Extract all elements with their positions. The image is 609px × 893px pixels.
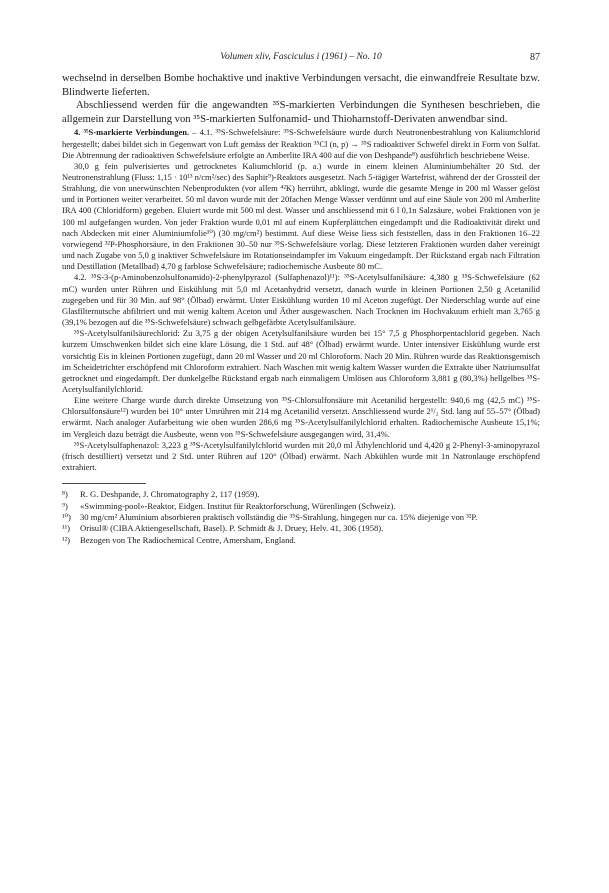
section-4-paragraph-5: Eine weitere Charge wurde durch direkte Umsetzung von ³⁵S-Chlorsulfonsäure mit Acetanilid hergestellt: 940,6 mg (42,5 mC) ³⁵S-Chlorsulfonsäure¹²) wurden bei 10° unter Umrühren mit 214 mg Acetanilid versetzt. Anschliessend wurde 2¹/₂ Std. lang auf 55–57° (Ölbad) erwärmt. Nach analoger Aufarbeitung wie oben wurden 286,6 mg ³⁵S-Acetylsulfanilylchlorid erhalten. Radiochemische Ausbeute 15,1%; im Vergleich dazu beträgt die Ausbeute, wenn von ³⁵S-Schwefelsäure ausgegangen wird, 31,4%. — [62, 395, 540, 439]
running-header — [62, 52, 540, 68]
footnote-number: ⁹) — [62, 500, 68, 511]
section-4-paragraph-6: ³⁵S-Acetylsulfaphenazol: 3,223 g ³⁵S-Acetylsulfanilylchlorid wurden mit 20,0 ml Äthylenchlorid und 4,420 g 2-Phenyl-3-aminopyrazol (frisch destilliert) versetzt und 2 Std. unter Rühren auf 120° (Ölbad) erwärmt. Nach Abkühlen wurde mit 1n Natronlauge erschöpfend extrahiert. — [62, 439, 540, 473]
footnote-text: Bezogen von The Radiochemical Centre, Amersham, England. — [80, 534, 296, 545]
footnote-text: Orisul® (CIBA Aktiengesellschaft, Basel). P. Schmidt & J. Druey, Helv. 41, 306 (1958). — [80, 523, 384, 534]
footnote-item — [62, 535, 540, 546]
footnote-text: R. G. Deshpande, J. Chromatography 2, 117 (1959). — [80, 489, 260, 500]
footnote-item — [62, 523, 540, 534]
footnote-divider — [62, 483, 146, 484]
footnotes — [62, 489, 540, 546]
footnote-item — [62, 501, 540, 512]
running-title: Volumen xliv, Fasciculus i (1961) – No. 10 — [220, 52, 382, 62]
section-4-paragraph-3: 4.2. ³⁵S-3-(p-Aminobenzolsulfonamido)-2-phenylpyrazol (Sulfaphenazol)¹¹): ³⁵S-Acetylsulfanilsäure: 4,380 g ³⁵S-Schwefelsäure (62 mC) wurden unter Rühren und Eiskühlung mit 5,0 ml Acetanhydrid versetzt, danach wurde in kleinen Portionen 2,50 g Acetanilid zugegeben und für 30 Min. auf 98° (Ölbad) erwärmt. Unter Eiskühlung wurden 10 ml Aceton zugefügt. Der Niederschlag wurde auf eine Glasfilternutsche abfiltriert und mit wenig kaltem Aceton und Äther ausgewaschen. Nach Trocknen im Hochvakuum erhielt man 3,765 g (39,1% bezogen auf die ³⁵S-Schwefelsäure) schwach gelbgefärbte Acetylsulfanilsäure. — [62, 272, 540, 328]
journal-page — [62, 52, 540, 546]
footnote-number: ¹⁰) — [62, 512, 71, 523]
footnote-text: 30 mg/cm² Aluminium absorbieren praktisch vollständig die ³⁵S-Strahlung, hingegen nur ca. 15% diejenige von ³²P. — [80, 512, 478, 523]
intro-paragraph-1: wechselnd in derselben Bombe hochaktive und inaktive Verbindungen versacht, die einwandfreie Resultate bzw. Blindwerte lieferten. — [62, 73, 540, 98]
footnote-item — [62, 512, 540, 523]
intro-paragraph-2: Abschliessend werden für die angewandten ³⁵S-markierten Verbindungen die Synthesen beschrieben, die allgemein zur Darstellung von ³⁵S-markierten Sulfonamid- und Thioharnstoff-Derivaten anwendbar sind. — [62, 100, 540, 125]
footnote-item — [62, 489, 540, 500]
footnote-number: ¹¹) — [62, 523, 71, 534]
footnote-number: ¹²) — [62, 534, 71, 545]
section-4-paragraph-1 — [62, 127, 540, 160]
page-number: 87 — [530, 52, 540, 63]
section-4-1-text: – 4.1. ³⁵S-Schwefelsäure: ³⁵S-Schwefelsäure wurde durch Neutronenbestrahlung von Kaliumchlorid hergestellt; dabei bildet sich in Gegenwart von Luft gemäss der Reaktion ³⁵Cl (n, p) → ³⁵S radioaktiver Schwefel direkt in Form von Sulfat. Die Abtrennung der radioaktiven Schwefelsäure erfolgte an Amberlite IRA 400 auf die von Deshpande⁸) ausführlich beschriebene Weise. — [62, 127, 540, 160]
section-4-paragraph-2: 30,0 g fein pulverisiertes und getrocknetes Kaliumchlorid (p. a.) wurde in einem kleinen Aluminiumbehälter 20 Std. der Neutronenstrahlung (Fluss: 1,15 · 10¹³ n/cm²/sec) des Saphir⁹)-Reaktors ausgesetzt. Nach 5-tägiger Wartefrist, während der der Grossteil der Strahlung, die von unerwünschten Nebenprodukten (vor allem ⁴²K) herrührt, abklingt, wurde die gesamte Menge in 200 ml Wasser gelöst und in Portionen weiter verarbeitet. 50 ml davon wurde mit der 20fachen Menge Wasser verdünnt und auf eine Säule von 200 ml Amberlite IRA 400 (Chloridform) gegeben. Eluiert wurde mit 500 ml dest. Wasser und anschliessend mit 6 l 0,1n Salzsäure, wobei Fraktionen von je 100 ml aufgefangen wurden. Von jeder Fraktion wurde 0,01 ml auf einem Kupferplättchen eingedampft und die Radioaktivität direkt und nach Abdecken mit einer Aluminiumfolie¹⁰) (30 mg/cm²) bestimmt. Auf diese Weise liess sich feststellen, dass in den Fraktionen 16–22 vorwiegend ³²P-Phosphorsäure, in den Fraktionen 30–50 nur ³⁵S-Schwefelsäure vorlag. Diese letzteren Fraktionen wurden daher vereinigt und nach Zugabe von 5,0 g inaktiver Schwefelsäure im Rotationseindampfer im Vakuum eingedampft. Der Rückstand ergab nach Filtration und Destillation (Metallbad) 4,70 g farblose Schwefelsäure; radiochemische Ausbeute 80 mC. — [62, 160, 540, 272]
footnote-number: ⁸) — [62, 489, 68, 500]
section-4-paragraph-4: ³⁵S-Acetylsulfanilsäurechlorid: Zu 3,75 g der obigen Acetylsulfanilsäure wurden bei 15° 7,5 g Phosphorpentachlorid gegeben. Nach kurzem Umschwenken bildet sich eine klare Lösung, die 1 Std. auf 48° (Ölbad) erwärmt wurde. Unter intensiver Eiskühlung wurde erst vorsichtig Eis in kleinen Portionen zugefügt, dann 20 ml Wasser und 20 ml Chloroform. Nach 20 Min. Rühren wurde das Reaktionsgemisch im Scheidetrichter erschöpfend mit Chloroform extrahiert. Nach Waschen mit wenig kaltem Wasser wurden die Extrakte über Natriumsulfat getrocknet und eingedampft. Der dunkelgelbe Rückstand ergab nach einmaligem Umlösen aus Chloroform 3,881 g (80,3%) hellgelbes ³⁵S-Acetylsulfanilylchlorid. — [62, 328, 540, 394]
section-heading: 4. ³⁵S-markierte Verbindungen. — [74, 127, 190, 138]
footnote-text: «Swimming-pool»-Reaktor, Eidgen. Institut für Reaktorforschung, Würenlingen (Schweiz). — [80, 500, 396, 511]
